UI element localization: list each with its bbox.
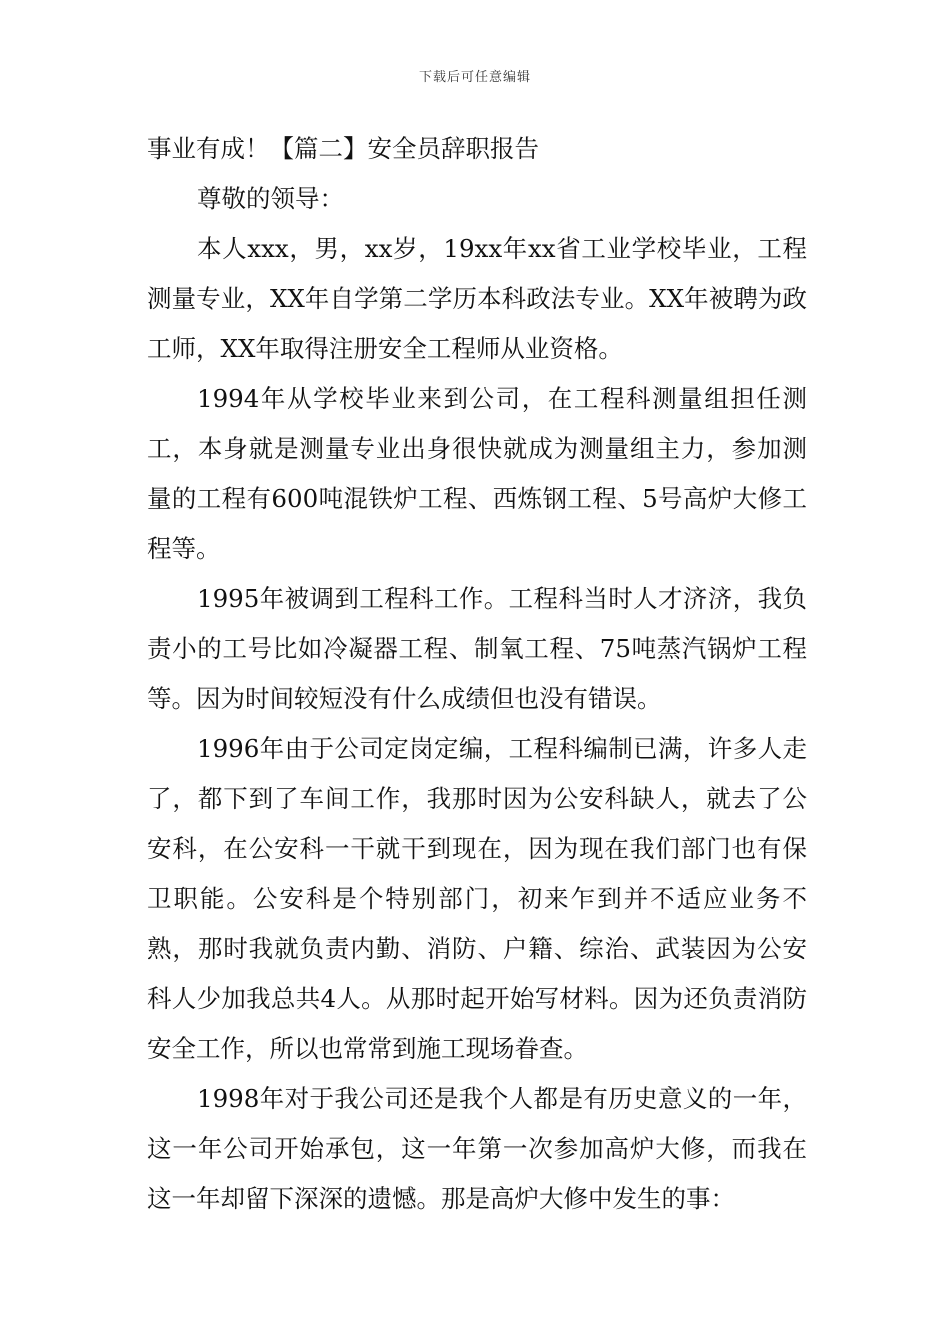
paragraph-title-line: 事业有成！【篇二】安全员辞职报告	[147, 134, 539, 163]
paragraph-1994: 1994年从学校毕业来到公司，在工程科测量组担任测工，本身就是测量专业出身很快就成为测量组主力，参加测量的工程有600吨混铁炉工程、西炼钢工程、5号高炉大修工程等。	[147, 384, 807, 563]
paragraph-1995: 1995年被调到工程科工作。工程科当时人才济济，我负责小的工号比如冷凝器工程、制氧工程、75吨蒸汽锅炉工程等。因为时间较短没有什么成绩但也没有错误。	[147, 584, 807, 713]
paragraph-1998: 1998年对于我公司还是我个人都是有历史意义的一年，这一年公司开始承包，这一年第一次参加高炉大修，而我在这一年却留下深深的遗憾。那是高炉大修中发生的事：	[147, 1084, 807, 1213]
page-header: 下载后可任意编辑	[418, 70, 531, 85]
paragraph-personal-info: 本人xxx，男，xx岁，19xx年xx省工业学校毕业，工程测量专业，XX年自学第二学历本科政法专业。XX年被聘为政工师，XX年取得注册安全工程师从业资格。	[147, 234, 807, 363]
paragraph-1996: 1996年由于公司定岗定编，工程科编制已满，许多人走了，都下到了车间工作，我那时因为公安科缺人，就去了公安科，在公安科一干就干到现在，因为现在我们部门也有保卫职能。公安科是个特别部门，初来乍到并不适应业务不熟，那时我就负责内勤、消防、户籍、综治、武装因为公安科人少加我总共4人。从那时起开始写材料。因为还负责消防安全工作，所以也常常到施工现场眷查。	[147, 734, 807, 1063]
paragraph-salutation: 尊敬的领导：	[197, 184, 344, 213]
document-body	[147, 124, 807, 1224]
